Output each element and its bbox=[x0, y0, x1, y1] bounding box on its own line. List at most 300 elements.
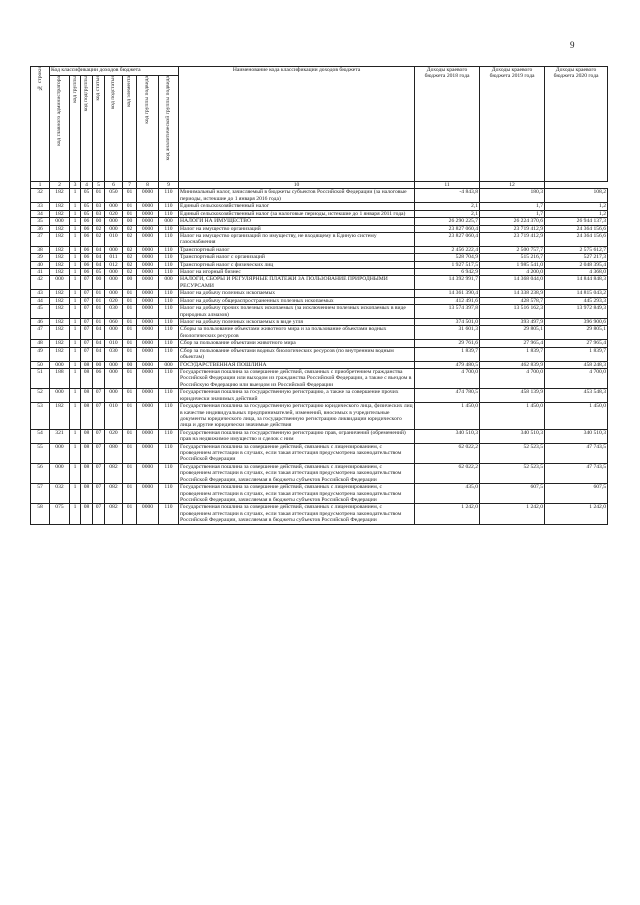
row-number: 34 bbox=[31, 210, 50, 217]
code-cell: 01 bbox=[93, 319, 105, 326]
table-row bbox=[31, 218, 608, 225]
code-cell: 110 bbox=[159, 504, 179, 524]
table-row bbox=[31, 429, 608, 443]
value-2018: -4 843,8 bbox=[415, 189, 480, 203]
revenue-name: Единый сельскохозяйственный налог (за налоговые периоды, истекшие до 1 января 2011 года) bbox=[179, 210, 415, 217]
value-2019: 180,3 bbox=[480, 189, 545, 203]
code-cell: 110 bbox=[159, 484, 179, 504]
row-number: 47 bbox=[31, 326, 50, 340]
value-2020: 108,2 bbox=[545, 189, 608, 203]
code-cell: 07 bbox=[81, 340, 93, 347]
row-number: 38 bbox=[31, 246, 50, 253]
code-cell: 0000 bbox=[137, 504, 159, 524]
code-cell: 01 bbox=[123, 297, 137, 304]
value-2019: 27 965,4 bbox=[480, 340, 545, 347]
code-cell: 01 bbox=[123, 203, 137, 210]
value-2019: 2 500 757,7 bbox=[480, 246, 545, 253]
code-cell: 182 bbox=[50, 203, 70, 210]
code-cell: 0000 bbox=[137, 429, 159, 443]
value-2019: 4 700,0 bbox=[480, 368, 545, 388]
code-cell: 01 bbox=[123, 484, 137, 504]
code-cell: 01 bbox=[123, 319, 137, 326]
code-cell: 1 bbox=[70, 290, 81, 297]
code-cell: 0000 bbox=[137, 319, 159, 326]
table-row bbox=[31, 389, 608, 403]
col-number: 7 bbox=[123, 182, 137, 189]
value-2019: 4 200,0 bbox=[480, 269, 545, 276]
code-cell: 01 bbox=[123, 389, 137, 403]
code-cell: 00 bbox=[123, 361, 137, 368]
code-cell: 011 bbox=[105, 254, 123, 261]
row-number: 51 bbox=[31, 368, 50, 388]
code-cell: 08 bbox=[81, 361, 93, 368]
col-number: 3 bbox=[70, 182, 81, 189]
revenue-name: Налог на имущество организаций по имуществу, не входящему в Единую систему газоснабжения bbox=[179, 232, 415, 246]
table-row bbox=[31, 361, 608, 368]
code-cell: 08 bbox=[81, 484, 93, 504]
code-cell: 020 bbox=[105, 429, 123, 443]
code-cell: 000 bbox=[105, 276, 123, 290]
table-row bbox=[31, 305, 608, 319]
code-cell: 110 bbox=[159, 203, 179, 210]
page-number: 9 bbox=[570, 40, 575, 50]
value-2019: 23 719 412,9 bbox=[480, 232, 545, 246]
value-2020: 396 900,6 bbox=[545, 319, 608, 326]
revenue-name: Налог на игорный бизнес bbox=[179, 269, 415, 276]
col-number: 9 bbox=[159, 182, 179, 189]
code-cell: 182 bbox=[50, 340, 70, 347]
code-cell: 321 bbox=[50, 429, 70, 443]
value-2019: 1,7 bbox=[480, 210, 545, 217]
revenue-name: Транспортный налог bbox=[179, 246, 415, 253]
code-cell: 1 bbox=[70, 254, 81, 261]
code-cell: 08 bbox=[81, 403, 93, 430]
row-number: 41 bbox=[31, 269, 50, 276]
code-cell: 01 bbox=[123, 347, 137, 361]
code-cell: 1 bbox=[70, 347, 81, 361]
code-cell: 01 bbox=[123, 340, 137, 347]
code-cell: 02 bbox=[93, 232, 105, 246]
revenue-name: Государственная пошлина за совершение действий, связанных с лицензированием, с проведением аттестации в случаях, если такая аттестация предусмотрена законодательством Российской Федерации, зачисляемая в бюджеты субъектов Российской Федерации bbox=[179, 463, 415, 483]
code-cell: 01 bbox=[123, 504, 137, 524]
value-2020: 4 700,0 bbox=[545, 368, 608, 388]
code-cell: 1 bbox=[70, 269, 81, 276]
code-cell: 06 bbox=[81, 218, 93, 225]
header-2020: Доходы краевого бюджета 2020 года bbox=[545, 67, 608, 182]
code-cell: 110 bbox=[159, 326, 179, 340]
code-cell: 0000 bbox=[137, 368, 159, 388]
code-cell: 000 bbox=[105, 269, 123, 276]
revenue-name: Сбор за пользование объектами водных биологических ресурсов (по внутренним водным объектам) bbox=[179, 347, 415, 361]
value-2020: 445 293,3 bbox=[545, 297, 608, 304]
code-cell: 07 bbox=[93, 403, 105, 430]
code-cell: 110 bbox=[159, 189, 179, 203]
code-cell: 0000 bbox=[137, 210, 159, 217]
code-cell: 110 bbox=[159, 210, 179, 217]
code-cell: 0000 bbox=[137, 443, 159, 463]
code-cell: 00 bbox=[123, 218, 137, 225]
code-cell: 04 bbox=[93, 347, 105, 361]
row-number: 56 bbox=[31, 463, 50, 483]
value-2018: 14 361 390,4 bbox=[415, 290, 480, 297]
row-number: 54 bbox=[31, 429, 50, 443]
code-cell: 02 bbox=[123, 246, 137, 253]
code-cell: 07 bbox=[93, 429, 105, 443]
code-cell: 07 bbox=[81, 347, 93, 361]
code-cell: 01 bbox=[93, 189, 105, 203]
value-2020: 29 805,1 bbox=[545, 326, 608, 340]
code-cell: 110 bbox=[159, 368, 179, 388]
code-cell: 02 bbox=[123, 232, 137, 246]
code-cell: 000 bbox=[105, 368, 123, 388]
code-cell: 05 bbox=[81, 189, 93, 203]
code-cell: 188 bbox=[50, 368, 70, 388]
code-cell: 0000 bbox=[137, 463, 159, 483]
revenue-name: Транспортный налог с организаций bbox=[179, 254, 415, 261]
value-2018: 23 827 060,4 bbox=[415, 225, 480, 232]
code-cell: 1 bbox=[70, 189, 81, 203]
revenue-name: Государственная пошлина за государственную регистрацию, а также за совершение прочих юридически значимых действий bbox=[179, 389, 415, 403]
code-cell: 000 bbox=[105, 246, 123, 253]
value-2019: 13 516 162,3 bbox=[480, 305, 545, 319]
header-code-col: код группы bbox=[70, 76, 81, 182]
code-cell: 08 bbox=[81, 504, 93, 524]
code-cell: 08 bbox=[81, 389, 93, 403]
table-body bbox=[31, 189, 608, 524]
table-row bbox=[31, 269, 608, 276]
code-cell: 01 bbox=[123, 305, 137, 319]
code-cell: 000 bbox=[105, 225, 123, 232]
code-cell: 182 bbox=[50, 210, 70, 217]
value-2020: 24 364 156,6 bbox=[545, 225, 608, 232]
value-2020: 47 743,5 bbox=[545, 443, 608, 463]
row-number: 45 bbox=[31, 305, 50, 319]
code-cell: 07 bbox=[81, 305, 93, 319]
row-number: 33 bbox=[31, 203, 50, 210]
header-2019: Доходы краевого бюджета 2019 года bbox=[480, 67, 545, 182]
table-row bbox=[31, 276, 608, 290]
value-2019: 26 224 370,6 bbox=[480, 218, 545, 225]
revenue-name: Налог на добычу полезных ископаемых bbox=[179, 290, 415, 297]
code-cell: 0000 bbox=[137, 290, 159, 297]
revenue-name: Минимальный налог, зачисляемый в бюджеты субъектов Российской Федерации (за налоговые периоды, истекшие до 1 января 2016 года) bbox=[179, 189, 415, 203]
code-cell: 04 bbox=[93, 261, 105, 268]
col-number: 12 bbox=[480, 182, 545, 189]
row-number: 44 bbox=[31, 297, 50, 304]
code-cell: 000 bbox=[159, 218, 179, 225]
table-row bbox=[31, 290, 608, 297]
code-cell: 01 bbox=[93, 290, 105, 297]
row-number: 57 bbox=[31, 484, 50, 504]
code-cell: 110 bbox=[159, 261, 179, 268]
code-cell: 00 bbox=[93, 276, 105, 290]
value-2019: 393 497,9 bbox=[480, 319, 545, 326]
code-cell: 06 bbox=[81, 261, 93, 268]
code-cell: 04 bbox=[93, 326, 105, 340]
code-cell: 01 bbox=[123, 403, 137, 430]
code-cell: 000 bbox=[105, 361, 123, 368]
value-2018: 23 827 060,4 bbox=[415, 232, 480, 246]
code-cell: 02 bbox=[123, 254, 137, 261]
row-number: 55 bbox=[31, 443, 50, 463]
code-cell: 000 bbox=[159, 276, 179, 290]
value-2019: 1,7 bbox=[480, 203, 545, 210]
value-2019: 428 578,7 bbox=[480, 297, 545, 304]
value-2020: 26 944 137,3 bbox=[545, 218, 608, 225]
code-cell: 030 bbox=[105, 305, 123, 319]
code-cell: 082 bbox=[105, 484, 123, 504]
code-cell: 110 bbox=[159, 389, 179, 403]
code-cell: 110 bbox=[159, 225, 179, 232]
value-2018: 374 501,0 bbox=[415, 319, 480, 326]
value-2018: 62 022,2 bbox=[415, 443, 480, 463]
code-cell: 110 bbox=[159, 319, 179, 326]
code-cell: 01 bbox=[123, 189, 137, 203]
value-2020: 2 575 612,7 bbox=[545, 246, 608, 253]
code-cell: 182 bbox=[50, 189, 70, 203]
code-cell: 1 bbox=[70, 261, 81, 268]
value-2019: 462 839,9 bbox=[480, 361, 545, 368]
code-cell: 08 bbox=[81, 429, 93, 443]
row-number: 50 bbox=[31, 361, 50, 368]
code-cell: 0000 bbox=[137, 297, 159, 304]
code-cell: 1 bbox=[70, 232, 81, 246]
code-cell: 06 bbox=[93, 368, 105, 388]
revenue-name: Налог на имущество организаций bbox=[179, 225, 415, 232]
table-row bbox=[31, 504, 608, 524]
revenue-name: Налог на добычу полезных ископаемых в виде угля bbox=[179, 319, 415, 326]
code-cell: 110 bbox=[159, 232, 179, 246]
code-cell: 0000 bbox=[137, 276, 159, 290]
revenue-name: Единый сельскохозяйственный налог bbox=[179, 203, 415, 210]
code-cell: 110 bbox=[159, 463, 179, 483]
code-cell: 01 bbox=[123, 326, 137, 340]
row-number: 43 bbox=[31, 290, 50, 297]
code-cell: 04 bbox=[93, 246, 105, 253]
code-cell: 1 bbox=[70, 297, 81, 304]
value-2020: 24 364 156,6 bbox=[545, 232, 608, 246]
value-2020: 14 815 043,2 bbox=[545, 290, 608, 297]
code-cell: 0000 bbox=[137, 403, 159, 430]
code-cell: 010 bbox=[105, 340, 123, 347]
table-row bbox=[31, 443, 608, 463]
row-number: 35 bbox=[31, 218, 50, 225]
code-cell: 00 bbox=[93, 218, 105, 225]
code-cell: 07 bbox=[81, 290, 93, 297]
value-2020: 47 743,5 bbox=[545, 463, 608, 483]
code-cell: 01 bbox=[123, 290, 137, 297]
col-number: 5 bbox=[93, 182, 105, 189]
value-2019: 458 139,9 bbox=[480, 389, 545, 403]
code-cell: 182 bbox=[50, 305, 70, 319]
code-cell: 182 bbox=[50, 403, 70, 430]
code-cell: 06 bbox=[81, 232, 93, 246]
col-number: 11 bbox=[415, 182, 480, 189]
revenue-name: Государственная пошлина за совершение действий, связанных с лицензированием, с проведением аттестации в случаях, если такая аттестация предусмотрена законодательством Российской Федерации, зачисляемая в бюджеты субъектов Российской Федерации bbox=[179, 484, 415, 504]
code-cell: 1 bbox=[70, 225, 81, 232]
code-cell: 07 bbox=[93, 463, 105, 483]
row-number: 37 bbox=[31, 232, 50, 246]
value-2019: 23 719 412,9 bbox=[480, 225, 545, 232]
code-cell: 182 bbox=[50, 261, 70, 268]
table-row bbox=[31, 484, 608, 504]
table-row bbox=[31, 297, 608, 304]
code-cell: 110 bbox=[159, 246, 179, 253]
code-cell: 110 bbox=[159, 443, 179, 463]
code-cell: 000 bbox=[50, 361, 70, 368]
value-2020: 607,5 bbox=[545, 484, 608, 504]
header-row-number: № строки bbox=[31, 67, 50, 182]
value-2018: 1 839,7 bbox=[415, 347, 480, 361]
code-cell: 110 bbox=[159, 429, 179, 443]
code-cell: 010 bbox=[105, 232, 123, 246]
code-cell: 1 bbox=[70, 203, 81, 210]
code-cell: 06 bbox=[81, 225, 93, 232]
header-code-col: код подгруппы bbox=[81, 76, 93, 182]
code-cell: 06 bbox=[81, 246, 93, 253]
value-2020: 458 248,3 bbox=[545, 361, 608, 368]
code-cell: 0000 bbox=[137, 203, 159, 210]
code-cell: 08 bbox=[81, 443, 93, 463]
code-cell: 05 bbox=[81, 210, 93, 217]
code-cell: 1 bbox=[70, 326, 81, 340]
row-number: 40 bbox=[31, 261, 50, 268]
value-2018: 435,0 bbox=[415, 484, 480, 504]
code-cell: 182 bbox=[50, 326, 70, 340]
value-2018: 31 601,3 bbox=[415, 326, 480, 340]
code-cell: 000 bbox=[159, 361, 179, 368]
col-number: 10 bbox=[179, 182, 415, 189]
value-2020: 1,2 bbox=[545, 210, 608, 217]
header-code-group: Код классификации доходов бюджета bbox=[50, 67, 179, 76]
code-cell: 1 bbox=[70, 484, 81, 504]
value-2018: 479 480,5 bbox=[415, 361, 480, 368]
table-row bbox=[31, 189, 608, 203]
code-cell: 110 bbox=[159, 290, 179, 297]
header-2018: Доходы краевого бюджета 2018 года bbox=[415, 67, 480, 182]
code-cell: 04 bbox=[93, 340, 105, 347]
code-cell: 1 bbox=[70, 340, 81, 347]
code-cell: 0000 bbox=[137, 361, 159, 368]
value-2020: 13 972 849,3 bbox=[545, 305, 608, 319]
value-2018: 13 574 397,8 bbox=[415, 305, 480, 319]
header-code-col: код подстатьи bbox=[105, 76, 123, 182]
code-cell: 01 bbox=[93, 297, 105, 304]
table-row bbox=[31, 232, 608, 246]
col-number: 1 bbox=[31, 182, 50, 189]
code-cell: 182 bbox=[50, 319, 70, 326]
code-cell: 1 bbox=[70, 218, 81, 225]
revenue-name: Транспортный налог с физических лиц bbox=[179, 261, 415, 268]
code-cell: 0000 bbox=[137, 218, 159, 225]
code-cell: 182 bbox=[50, 290, 70, 297]
code-cell: 1 bbox=[70, 319, 81, 326]
revenue-name: НАЛОГИ НА ИМУЩЕСТВО bbox=[179, 218, 415, 225]
code-cell: 110 bbox=[159, 254, 179, 261]
value-2020: 1,2 bbox=[545, 203, 608, 210]
code-cell: 02 bbox=[123, 269, 137, 276]
code-cell: 000 bbox=[105, 218, 123, 225]
code-cell: 182 bbox=[50, 269, 70, 276]
code-cell: 000 bbox=[105, 326, 123, 340]
row-number: 39 bbox=[31, 254, 50, 261]
code-cell: 050 bbox=[105, 189, 123, 203]
code-cell: 110 bbox=[159, 297, 179, 304]
code-cell: 01 bbox=[123, 463, 137, 483]
code-cell: 030 bbox=[105, 347, 123, 361]
value-2018: 2,1 bbox=[415, 203, 480, 210]
code-cell: 01 bbox=[123, 368, 137, 388]
value-2020: 1 839,7 bbox=[545, 347, 608, 361]
value-2019: 52 523,5 bbox=[480, 443, 545, 463]
revenue-table bbox=[30, 66, 608, 525]
value-2019: 607,5 bbox=[480, 484, 545, 504]
revenue-name: НАЛОГИ, СБОРЫ И РЕГУЛЯРНЫЕ ПЛАТЕЖИ ЗА ПОЛЬЗОВАНИЕ ПРИРОДНЫМИ РЕСУРСАМИ bbox=[179, 276, 415, 290]
revenue-name: ГОСУДАРСТВЕННАЯ ПОШЛИНА bbox=[179, 361, 415, 368]
value-2018: 26 290 225,7 bbox=[415, 218, 480, 225]
code-cell: 07 bbox=[93, 389, 105, 403]
table-row bbox=[31, 210, 608, 217]
value-2019: 1 985 541,0 bbox=[480, 261, 545, 268]
code-cell: 000 bbox=[50, 463, 70, 483]
code-cell: 082 bbox=[105, 463, 123, 483]
row-number: 36 bbox=[31, 225, 50, 232]
value-2019: 1 450,0 bbox=[480, 403, 545, 430]
code-cell: 000 bbox=[105, 389, 123, 403]
code-cell: 010 bbox=[105, 403, 123, 430]
value-2020: 340 510,3 bbox=[545, 429, 608, 443]
code-cell: 0000 bbox=[137, 254, 159, 261]
code-cell: 01 bbox=[123, 210, 137, 217]
revenue-name: Государственная пошлина за государственную регистрацию юридического лица, физических лиц в качестве индивидуальных предпринимателей, изменений, вносимых в учредительные документы юридического лица, за государственную регистрацию ликвидации юридического лица и другие юридически значимые действия bbox=[180, 403, 413, 429]
header-code-col: код статьи bbox=[93, 76, 105, 182]
revenue-name: Сборы за пользование объектами животного мира и за пользование объектами водных биологических ресурсов bbox=[179, 326, 415, 340]
code-cell: 03 bbox=[93, 203, 105, 210]
code-cell: 02 bbox=[93, 225, 105, 232]
row-number: 49 bbox=[31, 347, 50, 361]
col-number: 6 bbox=[105, 182, 123, 189]
code-cell: 020 bbox=[105, 297, 123, 304]
code-cell: 1 bbox=[70, 246, 81, 253]
value-2018: 6 942,9 bbox=[415, 269, 480, 276]
col-number: 4 bbox=[81, 182, 93, 189]
value-2019: 14 338 238,9 bbox=[480, 290, 545, 297]
code-cell: 110 bbox=[159, 403, 179, 430]
value-2019: 340 510,3 bbox=[480, 429, 545, 443]
value-2018: 412 491,6 bbox=[415, 297, 480, 304]
code-cell: 1 bbox=[70, 368, 81, 388]
row-number: 53 bbox=[31, 403, 50, 430]
code-cell: 1 bbox=[70, 463, 81, 483]
code-cell: 0000 bbox=[137, 305, 159, 319]
table-row bbox=[31, 261, 608, 268]
code-cell: 0000 bbox=[137, 246, 159, 253]
value-2019: 52 523,5 bbox=[480, 463, 545, 483]
header-code-col: код группы подвида bbox=[137, 76, 159, 182]
code-cell: 0000 bbox=[137, 347, 159, 361]
code-cell: 00 bbox=[93, 361, 105, 368]
value-2020: 27 965,4 bbox=[545, 340, 608, 347]
code-cell: 0000 bbox=[137, 189, 159, 203]
code-cell: 08 bbox=[81, 463, 93, 483]
value-2020: 14 844 848,3 bbox=[545, 276, 608, 290]
code-cell: 05 bbox=[93, 269, 105, 276]
code-cell: 07 bbox=[81, 326, 93, 340]
value-2018: 2,1 bbox=[415, 210, 480, 217]
code-cell: 01 bbox=[123, 443, 137, 463]
code-cell: 182 bbox=[50, 232, 70, 246]
code-cell: 1 bbox=[70, 210, 81, 217]
